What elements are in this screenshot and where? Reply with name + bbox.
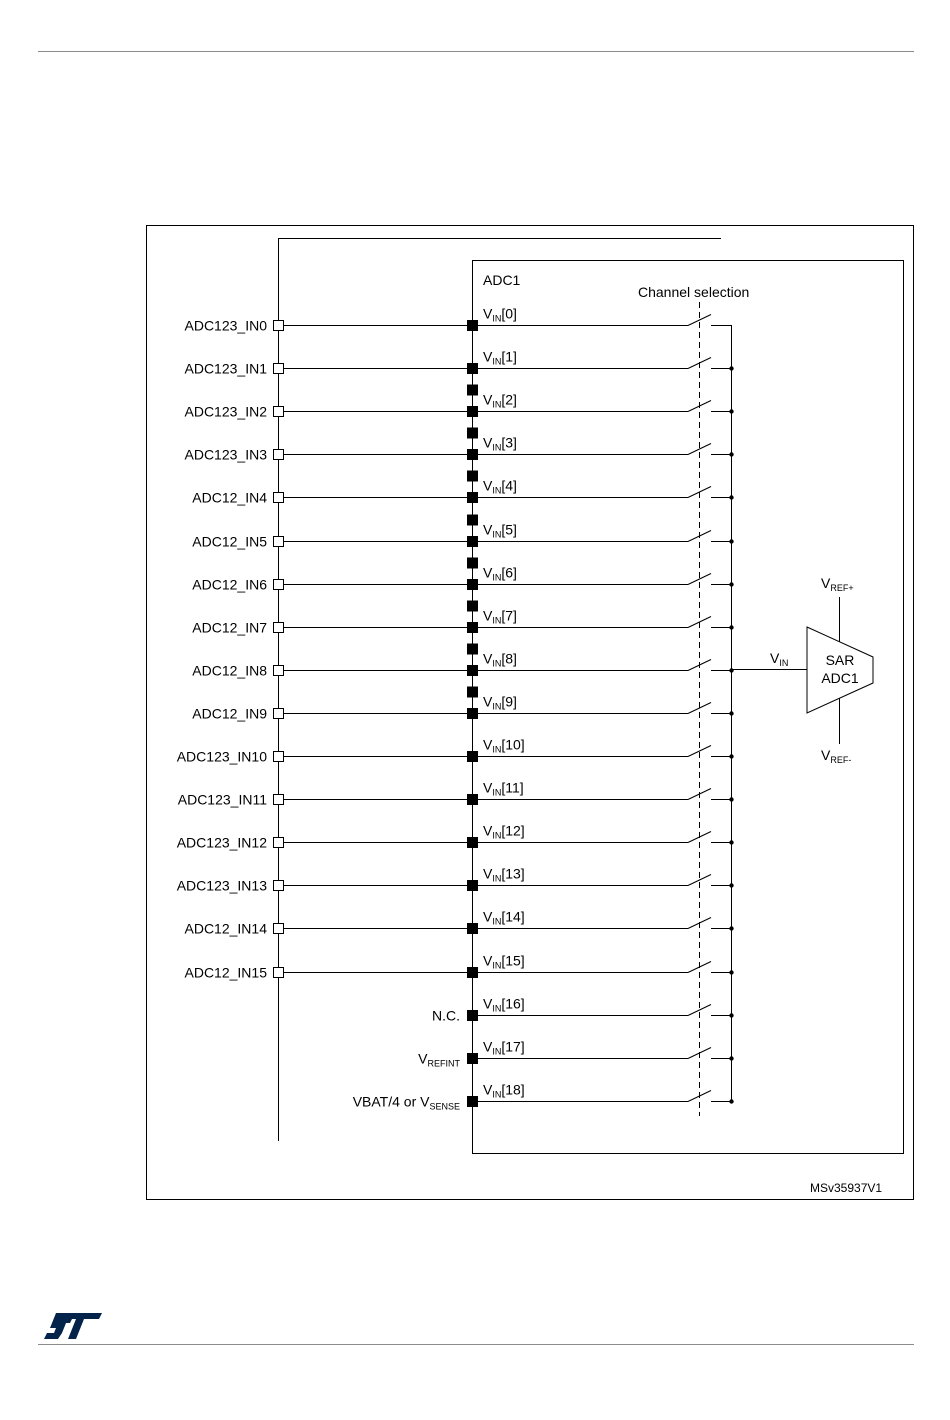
- internal-input-label: N.C.: [432, 1007, 460, 1024]
- package-pin: [274, 709, 284, 719]
- adc-input-pad: [467, 923, 478, 934]
- junction-dot: [729, 409, 733, 413]
- sar-line1: SAR: [825, 652, 855, 668]
- junction-dot: [729, 754, 733, 758]
- package-pin: [274, 752, 284, 762]
- adc-input-pad: [467, 837, 478, 848]
- pin-label: ADC12_IN6: [192, 576, 267, 593]
- junction-dot: [729, 1056, 733, 1060]
- pin-label: ADC12_IN4: [192, 489, 267, 506]
- junction-dot: [729, 797, 733, 801]
- adc1-label: ADC1: [483, 272, 521, 288]
- pin-label: ADC123_IN11: [177, 791, 267, 808]
- junction-dot: [729, 625, 733, 629]
- junction-dot: [729, 970, 733, 974]
- adc1-block: [473, 261, 904, 1154]
- pin-label: ADC123_IN13: [176, 877, 267, 894]
- channel-switch: [688, 660, 711, 671]
- adc-input-pad: [467, 622, 478, 633]
- adc-input-pad: [467, 579, 478, 590]
- pin-label: ADC12_IN14: [184, 920, 267, 937]
- adc-input-pad: [467, 449, 478, 460]
- package-pin: [274, 924, 284, 934]
- pin-label: ADC12_IN5: [192, 533, 267, 550]
- package-pin: [274, 580, 284, 590]
- package-pin: [274, 407, 284, 417]
- package-pin: [274, 968, 284, 978]
- adc-input-pad: [467, 536, 478, 547]
- pin-label: ADC12_IN15: [184, 964, 267, 981]
- pin-label: ADC123_IN0: [184, 317, 267, 334]
- package-pin: [274, 623, 284, 633]
- adc-input-pad: [467, 794, 478, 805]
- pin-label: ADC12_IN9: [192, 705, 267, 722]
- junction-dot: [729, 495, 733, 499]
- figure-id: MSv35937V1: [810, 1181, 883, 1195]
- adc-input-pad: [467, 665, 478, 676]
- pin-label: ADC123_IN12: [176, 834, 267, 851]
- adc-input-pad: [467, 1096, 478, 1107]
- package-pin: [274, 838, 284, 848]
- channel-label: $V_{IN}[10]$: [483, 736, 525, 755]
- sar-line2: ADC1: [821, 670, 859, 686]
- channel-label: $V_{IN}[14]$: [483, 908, 525, 927]
- channel-label: $V_{IN}[11]$: [483, 779, 524, 798]
- sar-vin-label: $V_{IN}$: [770, 650, 789, 668]
- channel-label: $V_{IN}[5]$: [483, 521, 517, 540]
- adc-extra-pad: [467, 558, 478, 569]
- junction-dot: [729, 883, 733, 887]
- channel-label: $V_{IN}[3]$: [483, 434, 517, 453]
- channel-label: $V_{IN}[16]$: [483, 995, 525, 1014]
- channel-label: $V_{IN}[17]$: [483, 1038, 525, 1057]
- junction-dot: [729, 366, 733, 370]
- adc-input-pad: [467, 708, 478, 719]
- channel-label: $V_{IN}[13]$: [483, 865, 525, 884]
- adc-input-pad: [467, 1053, 478, 1064]
- junction-dot: [729, 452, 733, 456]
- adc-extra-pad: [467, 601, 478, 612]
- adc-input-pad: [467, 492, 478, 503]
- package-pin: [274, 321, 284, 331]
- adc-input-pad: [467, 967, 478, 978]
- channel-label: $V_{IN}[1]$: [483, 348, 517, 367]
- pin-label: ADC123_IN10: [176, 748, 267, 765]
- channel-label: $V_{IN}[8]$: [483, 650, 517, 669]
- pin-label: ADC123_IN3: [184, 446, 267, 463]
- adc-input-pad: [467, 751, 478, 762]
- adc-input-pad: [467, 1010, 478, 1021]
- channel-label: $V_{IN}[7]$: [483, 607, 517, 626]
- channel-label: $V_{IN}[6]$: [483, 564, 517, 583]
- package-pin: [274, 795, 284, 805]
- footer-rule: [38, 1344, 914, 1345]
- vref-minus-label: $V_{REF-}$: [821, 747, 852, 765]
- package-pin: [274, 666, 284, 676]
- adc-extra-pad: [467, 644, 478, 655]
- junction-dot: [729, 539, 733, 543]
- adc-extra-pad: [467, 385, 478, 396]
- adc-extra-pad: [467, 428, 478, 439]
- package-pin: [274, 881, 284, 891]
- pin-label: ADC12_IN7: [192, 619, 267, 636]
- adc-input-pad: [467, 880, 478, 891]
- vref-plus-label: $V_{REF+}$: [821, 575, 854, 593]
- junction-dot: [729, 1013, 733, 1017]
- junction-dot: [729, 711, 733, 715]
- internal-input-label: VBAT/4 or $V_{SENSE}$: [352, 1093, 460, 1112]
- pin-label: ADC123_IN1: [184, 360, 267, 377]
- junction-dot: [729, 1099, 733, 1103]
- channel-label: $V_{IN}[9]$: [483, 693, 517, 712]
- junction-dot: [729, 582, 733, 586]
- junction-dot: [729, 840, 733, 844]
- adc-input-pad: [467, 406, 478, 417]
- channel-label: $V_{IN}[12]$: [483, 822, 525, 841]
- adc-input-pad: [467, 320, 478, 331]
- junction-dot: [729, 668, 733, 672]
- package-pin: [274, 364, 284, 374]
- adc-extra-pad: [467, 515, 478, 526]
- adc-extra-pad: [467, 471, 478, 482]
- st-logo-icon: [44, 1311, 102, 1341]
- channel-label: $V_{IN}[2]$: [483, 391, 517, 410]
- channel-selection-label: Channel selection: [638, 284, 750, 300]
- package-pin: [274, 537, 284, 547]
- channel-label: $V_{IN}[15]$: [483, 952, 525, 971]
- internal-input-label: $V_{REFINT}$: [418, 1050, 460, 1069]
- channel-label: $V_{IN}[18]$: [483, 1081, 525, 1100]
- pin-label: ADC12_IN8: [192, 662, 267, 679]
- junction-dot: [729, 926, 733, 930]
- adc-extra-pad: [467, 687, 478, 698]
- channel-label: $V_{IN}[0]$: [483, 305, 517, 324]
- adc-input-pad: [467, 363, 478, 374]
- pin-label: ADC123_IN2: [184, 403, 267, 420]
- channel-label: $V_{IN}[4]$: [483, 477, 517, 496]
- package-pin: [274, 493, 284, 503]
- package-pin: [274, 450, 284, 460]
